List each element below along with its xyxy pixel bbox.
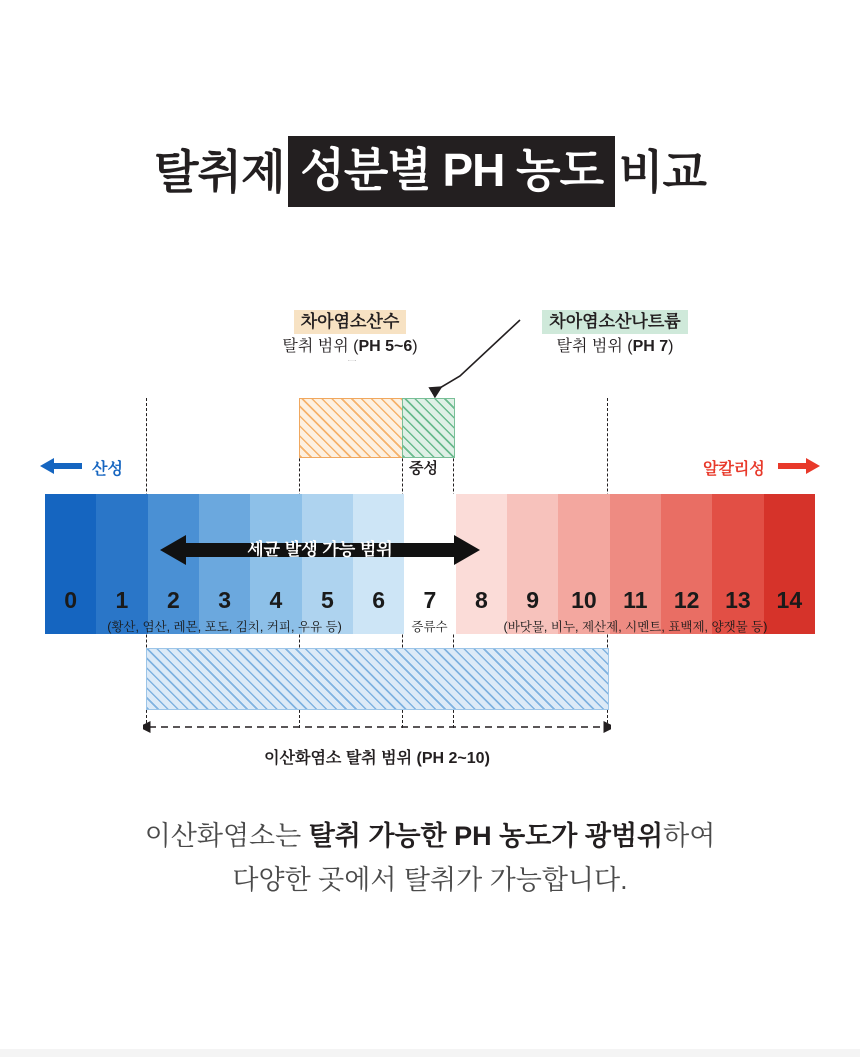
callout-hypochlorous-sub-strong: PH 5~6 <box>358 338 413 355</box>
hypochlorous-range-arrow <box>296 360 408 361</box>
footer-line-1-strong: 탈취 가능한 PH 농도가 광범위 <box>308 821 664 851</box>
hypochlorite-leader-line <box>415 314 525 399</box>
ph-number-4: 4 <box>269 587 283 613</box>
callout-hypochlorite-sub-suffix: ) <box>668 338 674 355</box>
ph-note-neutral: 증류수 <box>411 620 448 634</box>
footer-line-2: 다양한 곳에서 탈취가 가능합니다. <box>232 865 628 895</box>
ph-note-acidic: (황산, 염산, 레몬, 포도, 김치, 커피, 우유 등) <box>107 620 342 634</box>
alkali-label: 알칼리성 <box>703 461 765 478</box>
callout-hypochlorite-sub <box>500 337 730 357</box>
ph-note-alkaline: (바닷물, 비누, 제산제, 시멘트, 표백제, 양잿물 등) <box>503 620 768 634</box>
hypochlorite-range-band <box>402 398 455 458</box>
hypochlorous-range-band <box>299 398 404 458</box>
ph-number-2: 2 <box>166 587 180 613</box>
callout-hypochlorous-sub-prefix: 탈취 범위 ( <box>282 338 359 355</box>
chlorine-dioxide-range-arrow <box>143 718 611 736</box>
callout-hypochlorous-sub-suffix: ) <box>412 338 418 355</box>
ph-number-3: 3 <box>218 587 232 613</box>
callout-hypochlorite-sub-prefix: 탈취 범위 ( <box>556 338 633 355</box>
alkali-arrow-icon <box>778 457 820 475</box>
ph-number-5: 5 <box>320 587 334 613</box>
title-part-2: 비교 <box>619 145 706 198</box>
callout-hypochlorite-title: 차아염소산나트륨 <box>542 310 687 334</box>
callout-hypochlorous-title: 차아염소산수 <box>294 310 407 334</box>
ph-number-0: 0 <box>64 587 78 613</box>
ph-number-1: 1 <box>115 587 129 613</box>
ph-number-11: 11 <box>623 587 648 613</box>
title-part-1: 탈취제 <box>154 145 285 198</box>
chlorine-dioxide-range-label: 이산화염소 탈취 범위 (PH 2~10) <box>264 750 490 767</box>
callout-hypochlorite-sub-strong: PH 7 <box>632 338 669 355</box>
ph-number-9: 9 <box>526 587 540 613</box>
ph-number-8: 8 <box>474 587 488 613</box>
acid-label: 산성 <box>92 461 123 478</box>
ph-number-10: 10 <box>571 587 597 613</box>
ph-number-12: 12 <box>673 587 700 613</box>
bacteria-range-label: 세균 발생 가능 범위 <box>247 540 393 559</box>
footer-line-1-prefix: 이산화염소는 <box>144 821 309 851</box>
ph-number-6: 6 <box>372 587 386 613</box>
bottom-divider <box>0 1049 860 1057</box>
ph-number-13: 13 <box>725 587 751 613</box>
ph-number-7: 7 <box>423 587 437 613</box>
footer-line-1-suffix: 하여 <box>663 821 716 851</box>
ph-number-14: 14 <box>776 587 803 613</box>
footer-caption <box>0 814 860 902</box>
neutral-label: 중성 <box>409 460 438 477</box>
footer-line-1 <box>0 814 860 858</box>
title-highlight: 성분별 PH 농도 <box>288 136 615 207</box>
callout-hypochlorite <box>500 310 730 357</box>
chlorine-dioxide-range-band <box>146 648 609 710</box>
acid-arrow-icon <box>40 457 82 475</box>
